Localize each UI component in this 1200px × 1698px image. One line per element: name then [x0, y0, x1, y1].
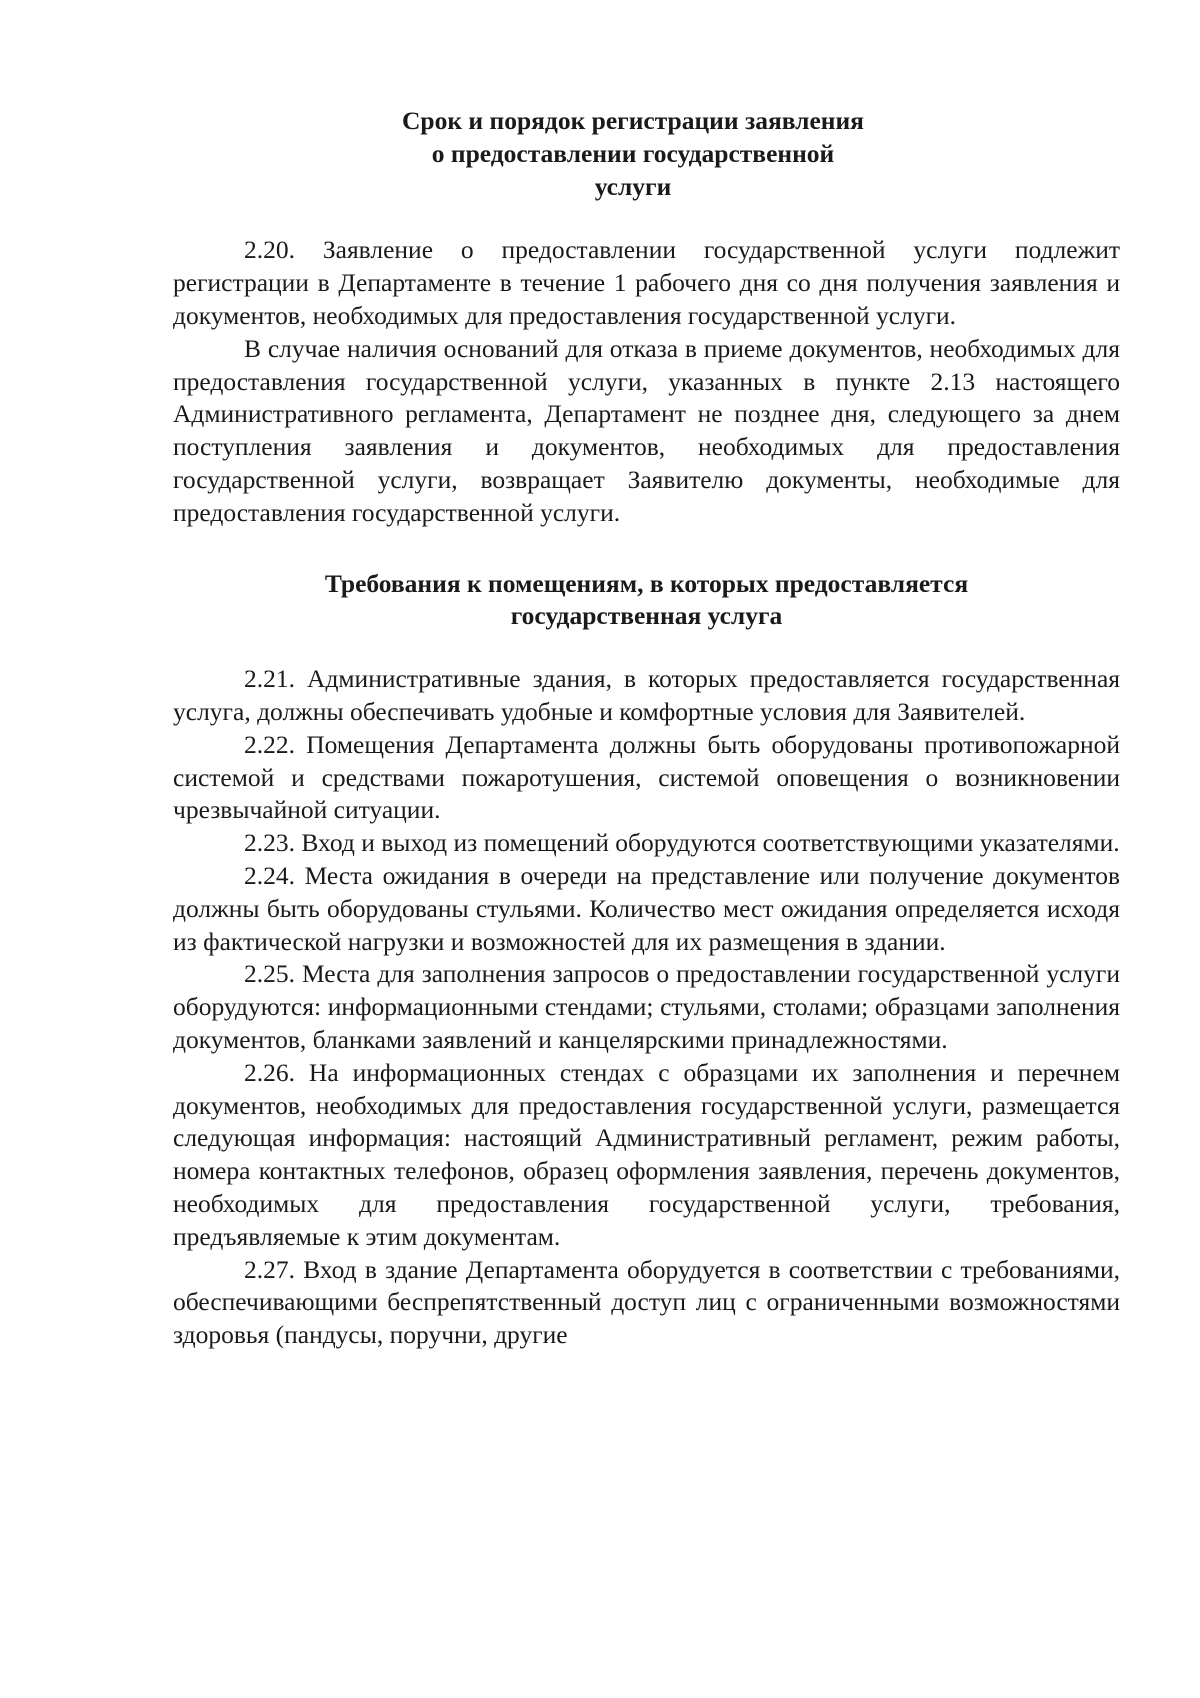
paragraph-2-26: 2.26. На информационных стендах с образцами их заполнения и перечнем документов, необходимых для предоставления государственной услуги, размещается следующая информация: настоящий Административный регламент, режим работы, номера контактных телефонов, образец оформления заявления, перечень документов, необходимых для предоставления государственной услуги, требования, предъявляемые к этим документам.	[173, 1057, 1120, 1251]
paragraph-2-24: 2.24. Места ожидания в очереди на представление или получение документов должны быть оборудованы стульями. Количество мест ожидания определяется исходя из фактической нагрузки и возможностей для их размещения в здании.	[173, 860, 1120, 956]
section-heading-premises	[173, 568, 1120, 634]
paragraph-2-21: 2.21. Административные здания, в которых предоставляется государственная услуга, должны обеспечивать удобные и комфортные условия для Заявителей.	[173, 664, 1120, 726]
heading-line: о предоставлении государственной	[431, 138, 835, 168]
paragraph-2-25: 2.25. Места для заполнения запросов о предоставлении государственной услуги оборудуются: информационными стендами; стульями, столами; образцами заполнения документов, бланками заявлений и канцелярскими принадлежностями.	[173, 959, 1120, 1054]
heading-line: услуги	[594, 171, 672, 201]
paragraph-2-23: 2.23. Вход и выход из помещений оборудуются соответствующими указателями.	[244, 828, 1120, 858]
paragraph-refusal: В случае наличия оснований для отказа в приеме документов, необходимых для предоставления государственной услуги, указанных в пункте 2.13 настоящего Административного регламента, Департамент не позднее дня, следующего за днем поступления заявления и документов, необходимых для предоставления государственной услуги, возвращает Заявителю документы, необходимые для предоставления государственной услуги.	[173, 333, 1120, 527]
heading-line: государственная услуга	[510, 601, 783, 631]
heading-line: Требования к помещениям, в которых предоставляется	[324, 568, 969, 598]
heading-line: Срок и порядок регистрации заявления	[402, 106, 864, 135]
paragraph-2-27: 2.27. Вход в здание Департамента оборудуется в соответствии с требованиями, обеспечивающими беспрепятственный доступ лиц с ограниченными возможностями здоровья (пандусы, поручни, другие	[173, 1254, 1120, 1350]
section-heading-registration	[293, 105, 973, 203]
paragraph-2-20: 2.20. Заявление о предоставлении государственной услуги подлежит регистрации в Департаменте в течение 1 рабочего дня со дня получения заявления и документов, необходимых для предоставления государственной услуги.	[173, 235, 1120, 330]
paragraph-2-22: 2.22. Помещения Департамента должны быть оборудованы противопожарной системой и средствами пожаротушения, системой оповещения о возникновении чрезвычайной ситуации.	[173, 729, 1120, 825]
